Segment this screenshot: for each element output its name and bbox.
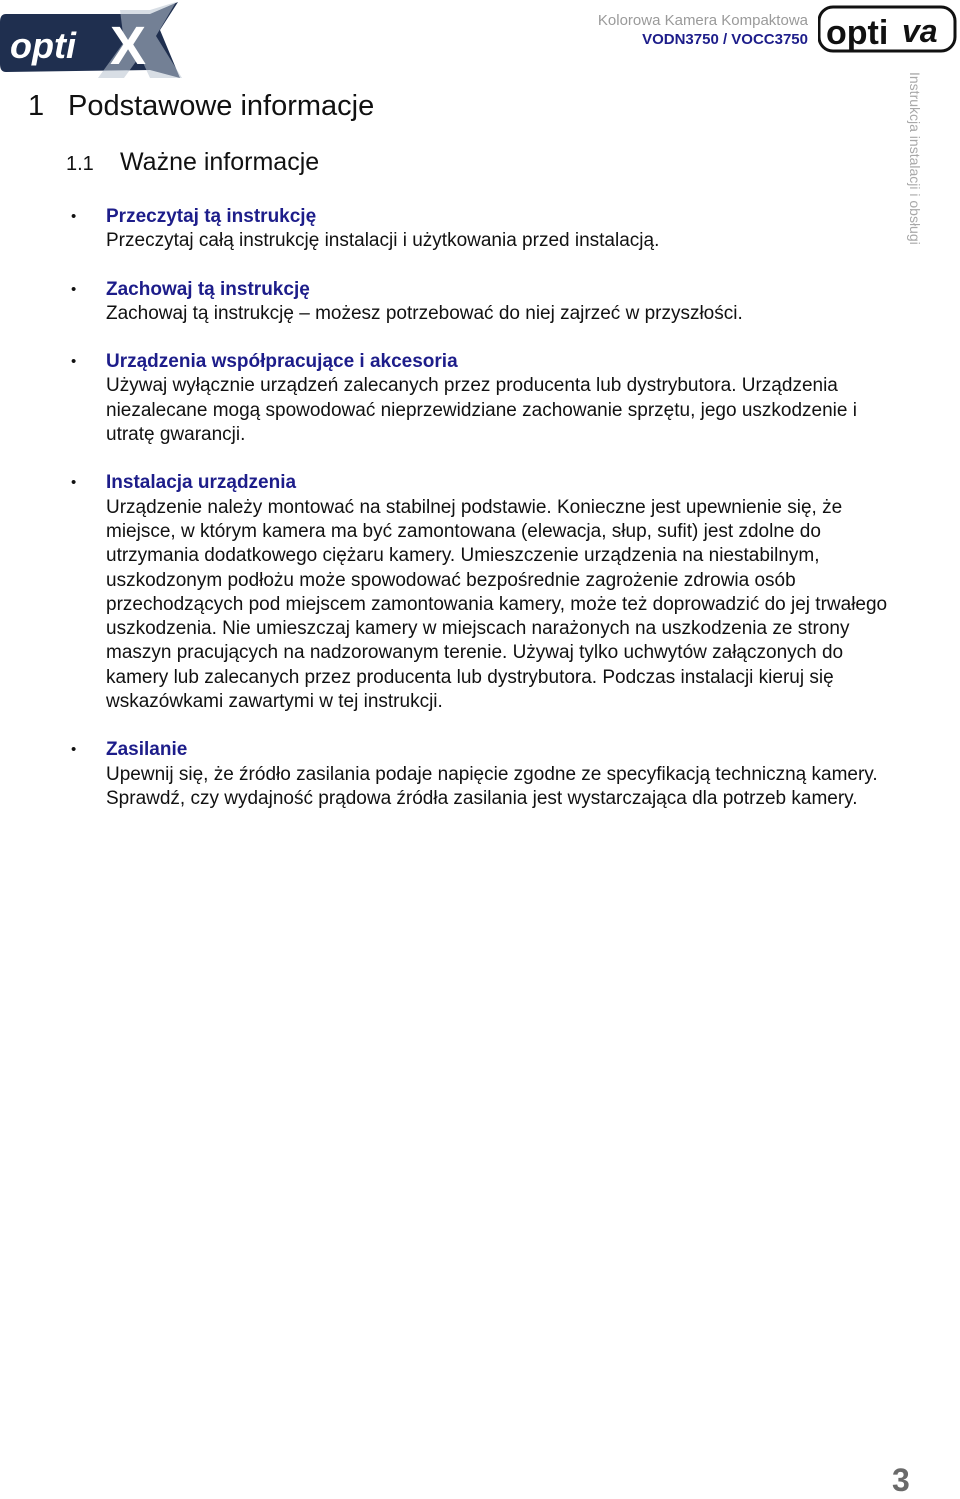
list-item-title: Instalacja urządzenia — [106, 472, 297, 494]
optiva-logo-mark: va — [902, 13, 938, 49]
section-title: Podstawowe informacje — [68, 90, 375, 122]
subsection-heading — [66, 148, 319, 177]
info-list — [0, 205, 900, 835]
section-number: 1 — [28, 90, 45, 122]
bullet-icon: • — [71, 741, 77, 759]
optix-logo-text: opti — [10, 25, 76, 66]
list-item-text: Przeczytaj całą instrukcję instalacji i użytkowania przed instalacją. — [106, 230, 660, 252]
bullet-icon: • — [71, 208, 77, 225]
list-item — [0, 205, 900, 254]
bullet-icon: • — [71, 474, 77, 492]
subsection-title: Ważne informacje — [120, 148, 320, 176]
page-number: 3 — [892, 1462, 910, 1498]
section-heading — [28, 90, 374, 123]
product-line-label: Kolorowa Kamera Kompaktowa — [597, 12, 808, 29]
manual-side-label: Instrukcja instalacji i obsługi — [907, 72, 923, 245]
bullet-icon: • — [71, 353, 77, 371]
list-item-text: Upewnij się, że źródło zasilania podaje napięcie zgodne ze specyfikacją techniczną kamery. Sprawdź, czy wydajność prądowa źródła zasilania jest wystarczająca dla potrzeb kamery. — [106, 763, 878, 809]
list-item-title: Urządzenia współpracujące i akcesoria — [106, 351, 458, 373]
list-item-title: Zasilanie — [106, 739, 188, 761]
optix-logo — [0, 0, 185, 82]
list-item — [0, 278, 900, 327]
header-product-info — [598, 11, 808, 49]
list-item-text: Używaj wyłącznie urządzeń zalecanych przez producenta lub dystrybutora. Urządzenia niezalecane mogą spowodować nieprzewidziane zachowanie sprzętu, jego uszkodzenie i utratę gwarancji. — [106, 375, 857, 446]
model-number: VODN3750 / VOCC3750 — [642, 31, 808, 48]
list-item-text: Zachowaj tą instrukcję – możesz potrzebować do niej zajrzeć w przyszłości. — [106, 302, 743, 324]
optix-logo-mark: X — [110, 16, 147, 76]
subsection-number: 1.1 — [66, 153, 94, 175]
optiva-logo-text: opti — [826, 14, 889, 52]
bullet-icon: • — [71, 280, 77, 298]
list-item-title: Zachowaj tą instrukcję — [106, 278, 310, 300]
list-item-title: Przeczytaj tą instrukcję — [106, 206, 317, 227]
optiva-logo — [818, 2, 958, 54]
list-item — [0, 738, 900, 811]
list-item-text: Urządzenie należy montować na stabilnej podstawie. Konieczne jest upewnienie się, że miejsce, w którym kamera ma być zamontowana (elewacja, słup, sufit) jest zdolne do utrzymania dodatkowego ciężaru kamery. Umieszczenie urządzenia na niestabilnym, uszkodzonym podłożu może spowodować bezpośrednie zagrożenie zdrowia osób przechodzących pod miejscem zamontowania kamery, może też doprowadzić do jej trwałego uszkodzenia. Nie umieszczaj kamery w miejscach narażonych na uszkodzenia ze strony maszyn pracujących na nadzorowanym terenie. Używaj tylko uchwytów załączonych do kamery lub zalecanych przez producenta lub dystrybutora. Podczas instalacji kieruj się wskazówkami zawartymi w tej instrukcji. — [106, 496, 888, 713]
list-item — [0, 471, 900, 714]
list-item — [0, 350, 900, 447]
